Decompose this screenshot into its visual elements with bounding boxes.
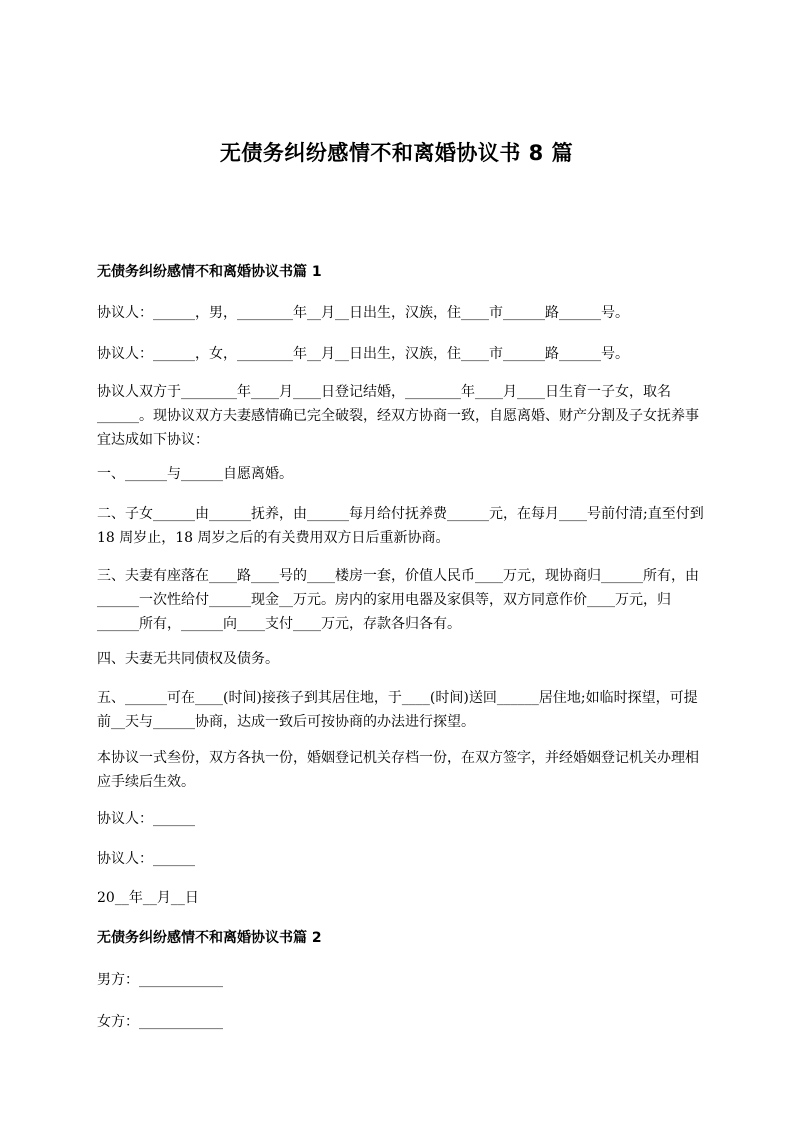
clause-3: 三、夫妻有座落在____路____号的____楼房一套，价值人民币____万元，现协商归______所有，由______一次性给付______现金__万元。房内的家用电器及家俱等，双方同意作价____万元，归______所有，______向____支付____万元，存款各归各有。 xyxy=(97,568,699,632)
clause-2: 二、子女______由______抚养，由______每月给付抚养费______元，在每月____号前付清;直至付到 18 周岁止，18 周岁之后的有关费用双方日后重新协商。 xyxy=(97,506,709,546)
party-b-line: 协议人：______，女，________年__月__日出生，汉族，住____市______路______号。 xyxy=(97,346,629,362)
section-2-heading: 无债务纠纷感情不和离婚协议书篇 2 xyxy=(97,930,322,946)
date-line: 20__年__月__日 xyxy=(97,890,199,906)
male-party-line: 男方：____________ xyxy=(97,972,223,988)
signature-a: 协议人：______ xyxy=(97,811,195,827)
female-party-line: 女方：____________ xyxy=(97,1014,223,1030)
party-a-line: 协议人：______，男，________年__月__日出生，汉族，住____市______路______号。 xyxy=(97,305,629,321)
intro-paragraph: 协议人双方于________年____月____日登记结婚，________年____月____日生育一子女，取名______。现协议双方夫妻感情确已完全破裂，经双方协商一致，自愿离婚、财产分割及子女抚养事宜达成如下协议： xyxy=(97,384,699,448)
document-title: 无债务纠纷感情不和离婚协议书 8 篇 xyxy=(219,141,574,165)
section-1-heading: 无债务纠纷感情不和离婚协议书篇 1 xyxy=(97,264,322,280)
clause-4: 四、夫妻无共同债权及债务。 xyxy=(97,651,279,667)
clause-1: 一、______与______自愿离婚。 xyxy=(97,466,293,482)
signature-b: 协议人：______ xyxy=(97,851,195,867)
effect-paragraph: 本协议一式叁份，双方各执一份，婚姻登记机关存档一份，在双方签字，并经婚姻登记机关办理相应手续后生效。 xyxy=(97,750,699,790)
clause-5: 五、______可在____(时间)接孩子到其居住地，于____(时间)送回______居住地;如临时探望，可提前__天与______协商，达成一致后可按协商的办法进行探望。 xyxy=(97,690,698,730)
